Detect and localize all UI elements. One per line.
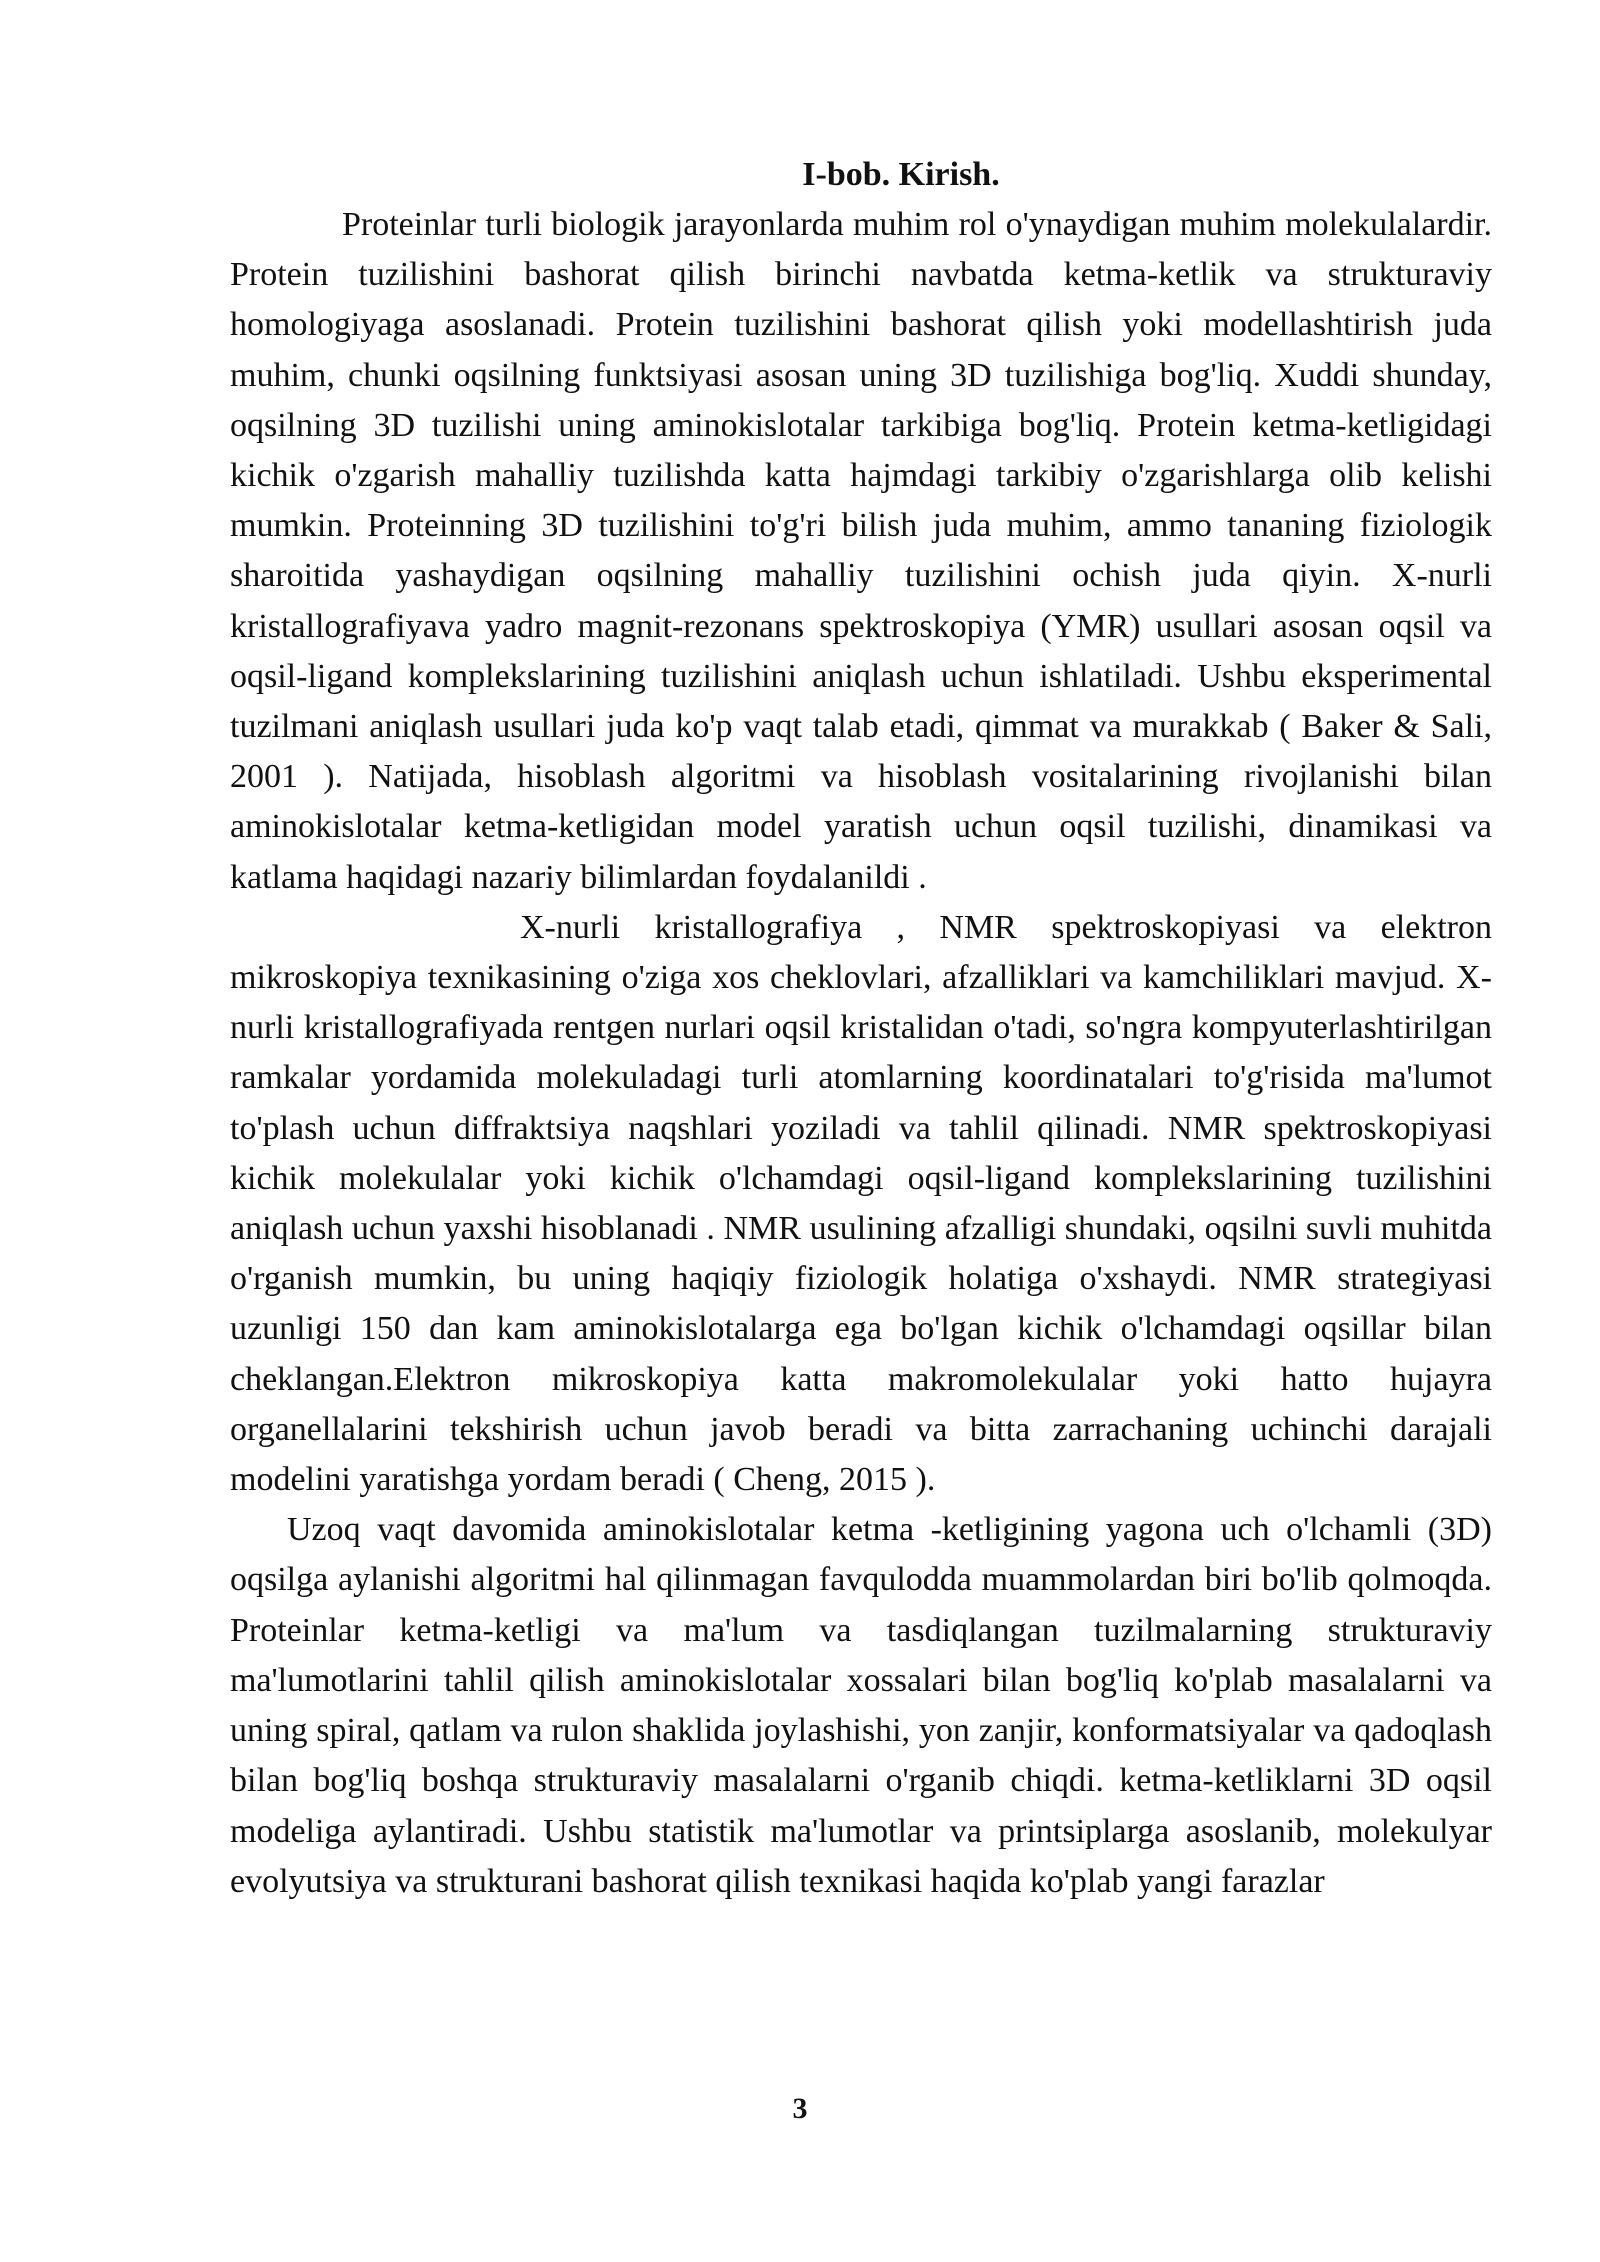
paragraph-folding: Uzoq vaqt davomida aminokislotalar ketma -ketligining yagona uch o'lchamli (3D) oqsilga aylanishi algoritmi hal qilinmagan favqulodda muammolardan biri bo'lib qolmoqda. Proteinlar ketma-ketligi va ma'lum va tasdiqlangan tuzilmalarning strukturaviy ma'lumotlarini tahlil qilish aminokislotalar xossalari bilan bog'liq ko'plab masalalarni va uning spiral, qatlam va rulon shaklida joylashishi, yon zanjir, konformatsiyalar va qadoqlash bilan bog'liq boshqa strukturaviy masalalarni o'rganib chiqdi. ketma-ketliklarni 3D oqsil modeliga aylantiradi. Ushbu statistik ma'lumotlar va printsiplarga asoslanib, molekulyar evolyutsiya va strukturani bashorat qilish texnikasi haqida ko'plab yangi farazlar: [230, 1511, 1492, 1900]
paragraph-methods: X-nurli kristallografiya , NMR spektroskopiyasi va elektron mikroskopiya texnikasining o'ziga xos cheklovlari, afzalliklari va kamchiliklari mavjud. X-nurli kristallografiyada rentgen nurlari oqsil kristalidan o'tadi, so'ngra kompyuterlashtirilgan ramkalar yordamida molekuladagi turli atomlarning koordinatalari to'g'risida ma'lumot to'plash uchun diffraktsiya naqshlari yoziladi va tahlil qilinadi. NMR spektroskopiyasi kichik molekulalar yoki kichik o'lchamdagi oqsil-ligand komplekslarining tuzilishini aniqlash uchun yaxshi hisoblanadi . NMR usulining afzalligi shundaki, oqsilni suvli muhitda o'rganish mumkin, bu uning haqiqiy fiziologik holatiga o'xshaydi. NMR strategiyasi uzunligi 150 dan kam aminokislotalarga ega bo'lgan kichik o'lchamdagi oqsillar bilan cheklangan.Elektron mikroskopiya katta makromolekulalar yoki hatto hujayra organellalarini tekshirish uchun javob beradi va bitta zarrachaning uchinchi darajali modelini yaratishga yordam beradi ( Cheng, 2015 ).: [230, 908, 1492, 1499]
document-page: [230, 150, 1492, 1907]
page-number: 3: [792, 2092, 808, 2125]
paragraph-intro: Proteinlar turli biologik jarayonlarda muhim rol o'ynaydigan muhim molekulalardir. Protein tuzilishini bashorat qilish birinchi navbatda ketma-ketlik va strukturaviy homologiyaga asoslanadi. Protein tuzilishini bashorat qilish yoki modellashtirish juda muhim, chunki oqsilning funktsiyasi asosan uning 3D tuzilishiga bog'liq. Xuddi shunday, oqsilning 3D tuzilishi uning aminokislotalar tarkibiga bog'liq. Protein ketma-ketligidagi kichik o'zgarish mahalliy tuzilishda katta hajmdagi tarkibiy o'zgarishlarga olib kelishi mumkin. Proteinning 3D tuzilishini to'g'ri bilish juda muhim, ammo tananing fiziologik sharoitida yashaydigan oqsilning mahalliy tuzilishini ochish juda qiyin. X-nurli kristallografiyava yadro magnit-rezonans spektroskopiya (YMR) usullari asosan oqsil va oqsil-ligand komplekslarining tuzilishini aniqlash uchun ishlatiladi. Ushbu eksperimental tuzilmani aniqlash usullari juda ko'p vaqt talab etadi, qimmat va murakkab ( Baker & Sali, 2001 ). Natijada, hisoblash algoritmi va hisoblash vositalarining rivojlanishi bilan aminokislotalar ketma-ketligidan model yaratish uchun oqsil tuzilishi, dinamikasi va katlama haqidagi nazariy bilimlardan foydalanildi .: [230, 206, 1492, 896]
chapter-heading: I-bob. Kirish.: [802, 156, 1000, 193]
